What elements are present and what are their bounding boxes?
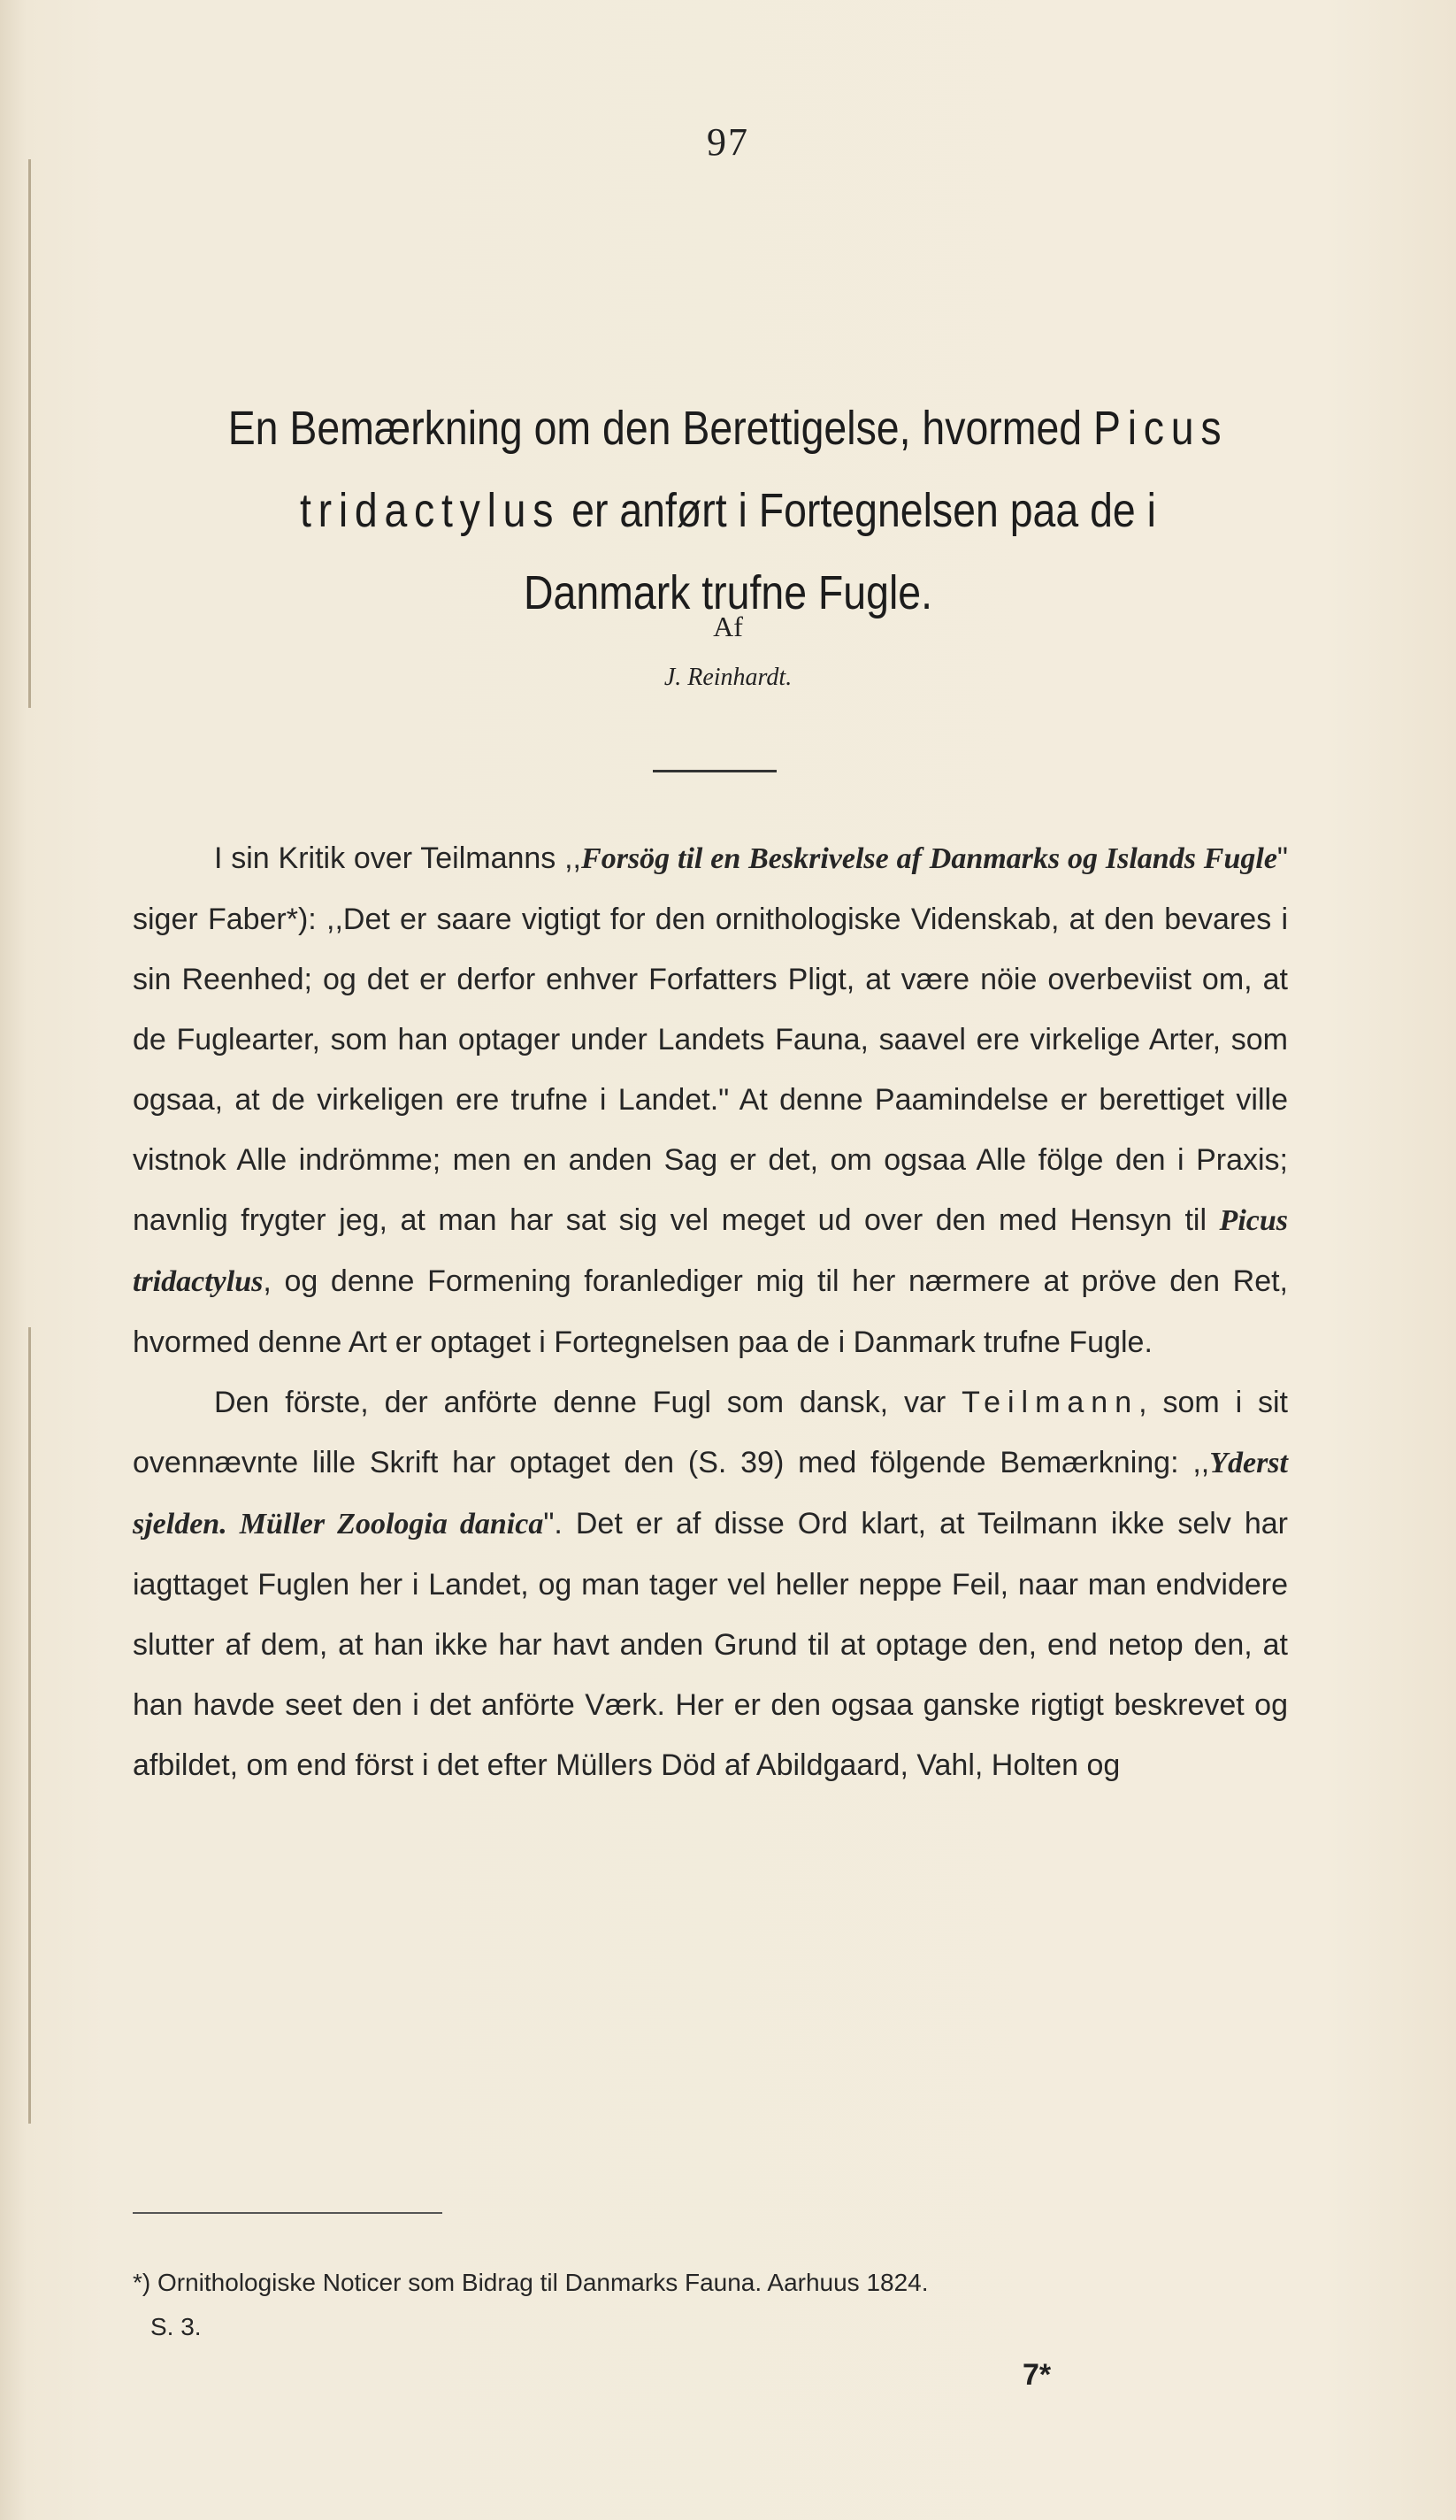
book-title: Forsög til en Beskrivelse af Danmarks og Islands Fugle: [581, 842, 1277, 875]
text-run: I sin Kritik over Teilmanns ,,: [214, 841, 582, 875]
paragraph-2: [133, 1372, 1288, 1795]
page-edge-mark: [28, 1327, 31, 2124]
text-run: ". Det er af disse Ord klart, at Teilmann ikke selv har iagttaget Fuglen her i Landet, og man tager vel heller neppe Feil, naar man endvidere slutter af dem, at han ikke har havt anden Grund til at optage den, end netop den, at han havde seet den i det anförte Værk. Her er den ogsaa ganske rigtigt beskrevet og afbildet, om end först i det efter Müllers Död af Abildgaard, Vahl, Holten og: [133, 1507, 1288, 1782]
title-line-2: [216, 470, 1240, 552]
text-run: Den förste, der anförte denne Fugl som dansk, var: [214, 1386, 962, 1419]
title-text: En Bemærkning om den Berettigelse, hvormed: [227, 402, 1094, 455]
footnote-divider: [133, 2212, 442, 2214]
author: J. Reinhardt.: [663, 664, 793, 691]
title-species: tridactylus: [300, 484, 561, 537]
quotation: Yderst sjelden. Müller Zoologia danica: [133, 1447, 1288, 1540]
title-text: er anført i Fortegnelsen paa de i: [560, 484, 1156, 537]
title-line-1: [216, 388, 1240, 470]
article-title: [216, 388, 1240, 634]
title-genus: Picus: [1093, 402, 1229, 455]
byline: Af: [713, 611, 743, 642]
paragraph-1: [133, 828, 1288, 1372]
footnote: [133, 2261, 1300, 2349]
title-divider: [653, 770, 777, 772]
text-run: , som i sit ovennævnte lille Skrift har optaget den (S. 39) med fölgende Bemærkning: ,,: [133, 1386, 1288, 1479]
page-number: 97: [707, 120, 749, 164]
footnote-line: S. 3.: [150, 2313, 202, 2340]
text-run: " siger Faber*): ,,Det er saare vigtigt for den ornithologiske Videnskab, at den bevares i sin Reenhed; og det er derfor enhver Forfatters Pligt, at være nöie overbeviist om, at de Fuglearter, som han optager under Landets Fauna, saavel ere virkelige Arter, som ogsaa, at de virkeligen ere trufne i Landet." At denne Paamindelse er berettiget ville vistnok Alle indrömme; men en anden Sag er det, om ogsaa Alle fölge den i Praxis; navnlig frygter jeg, at man har sat sig vel meget ud over den med Hensyn til: [133, 841, 1288, 1237]
person-name: Teilmann: [962, 1386, 1139, 1419]
footnote-line: *) Ornithologiske Noticer som Bidrag til Danmarks Fauna. Aarhuus 1824.: [133, 2269, 929, 2296]
title-line-3: Danmark trufne Fugle.: [523, 566, 933, 619]
text-run: , og denne Formening foranlediger mig til her nærmere at pröve den Ret, hvormed denne Art er optaget i Fortegnelsen paa de i Danmark trufne Fugle.: [133, 1264, 1288, 1359]
signature-mark: 7*: [1023, 2358, 1052, 2392]
species-name: Picus tridactylus: [133, 1204, 1288, 1298]
article-body: [133, 828, 1288, 1795]
